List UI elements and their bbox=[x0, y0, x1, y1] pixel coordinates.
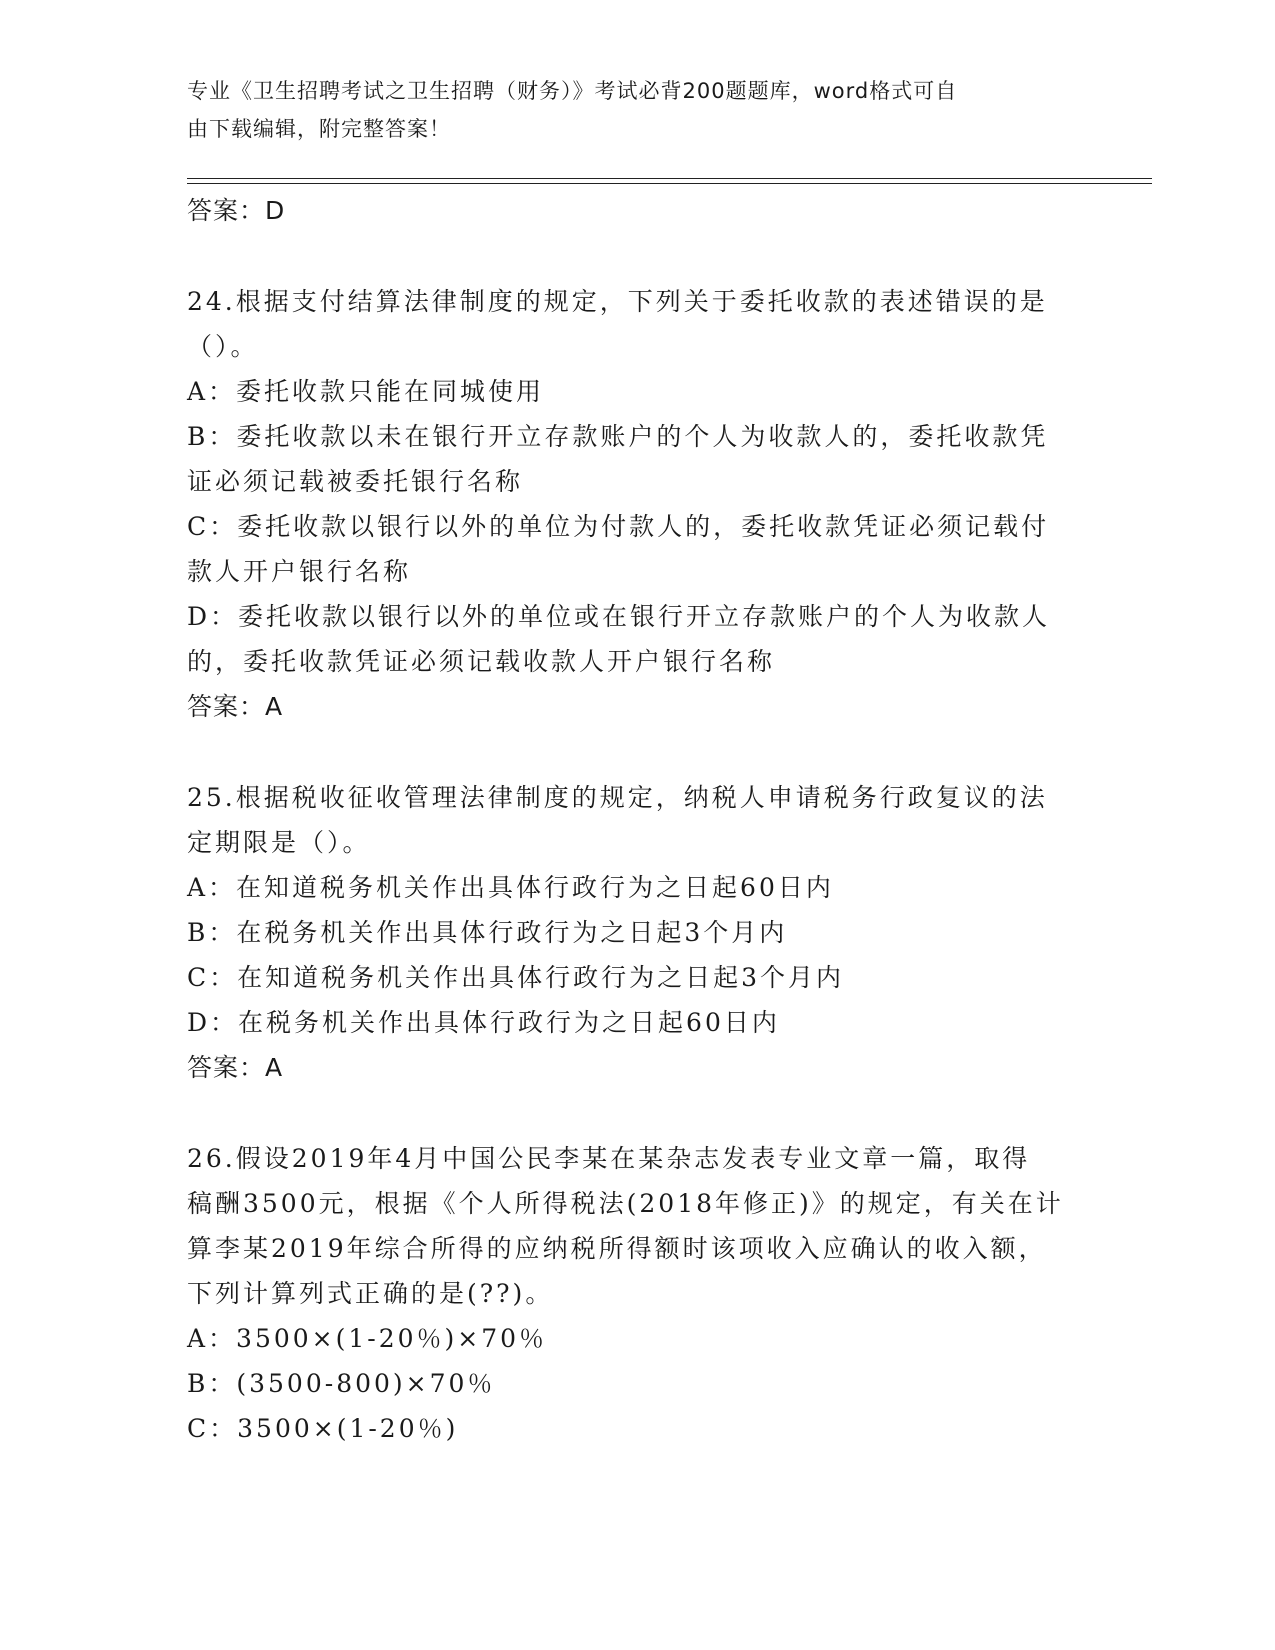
option-d: 的，委托收款凭证必须记载收款人开户银行名称 bbox=[187, 647, 776, 676]
document-header bbox=[187, 72, 1067, 148]
question-list bbox=[187, 188, 1087, 1451]
header-line-2: 由下载编辑，附完整答案！ bbox=[187, 117, 451, 141]
option-a: A：委托收款只能在同城使用 bbox=[187, 377, 545, 406]
header-line-1: 专业《卫生招聘考试之卫生招聘（财务）》考试必背200题题库，word格式可自 bbox=[187, 79, 958, 103]
option-d: D：委托收款以银行以外的单位或在银行开立存款账户的个人为收款人 bbox=[187, 602, 1051, 631]
option-b: B：在税务机关作出具体行政行为之日起3个月内 bbox=[187, 918, 788, 947]
question-24 bbox=[187, 279, 1087, 730]
option-c: C：委托收款以银行以外的单位为付款人的，委托收款凭证必须记载付 bbox=[187, 512, 1050, 541]
option-c: C：3500×(1-20％) bbox=[187, 1414, 459, 1443]
option-a: A：3500×(1-20％)×70％ bbox=[187, 1324, 548, 1353]
question-26 bbox=[187, 1136, 1087, 1451]
option-b: 证必须记载被委托银行名称 bbox=[187, 467, 524, 496]
spacer bbox=[187, 730, 1087, 775]
question-stem: （）。 bbox=[187, 332, 259, 361]
option-d: D：在税务机关作出具体行政行为之日起60日内 bbox=[187, 1008, 780, 1037]
spacer bbox=[187, 1091, 1087, 1136]
header-divider-thin bbox=[187, 183, 1152, 184]
option-b: B：(3500-800)×70％ bbox=[187, 1369, 496, 1398]
question-stem: 定期限是（）。 bbox=[187, 828, 371, 857]
question-stem: 26.假设2019年4月中国公民李某在某杂志发表专业文章一篇，取得 bbox=[187, 1144, 1031, 1173]
header-divider-thick bbox=[187, 178, 1152, 179]
question-25 bbox=[187, 775, 1087, 1091]
previous-answer: 答案：D bbox=[187, 196, 286, 225]
option-a: A：在知道税务机关作出具体行政行为之日起60日内 bbox=[187, 873, 834, 902]
question-stem: 25.根据税收征收管理法律制度的规定，纳税人申请税务行政复议的法 bbox=[187, 783, 1048, 812]
question-stem: 稿酬3500元，根据《个人所得税法(2018年修正)》的规定，有关在计 bbox=[187, 1189, 1064, 1218]
option-c: 款人开户银行名称 bbox=[187, 557, 412, 586]
answer-line: 答案：A bbox=[187, 692, 284, 721]
question-stem: 算李某2019年综合所得的应纳税所得额时该项收入应确认的收入额， bbox=[187, 1234, 1047, 1263]
question-stem: 下列计算列式正确的是(??)。 bbox=[187, 1279, 554, 1308]
option-c: C：在知道税务机关作出具体行政行为之日起3个月内 bbox=[187, 963, 845, 992]
option-b: B：委托收款以未在银行开立存款账户的个人为收款人的，委托收款凭 bbox=[187, 422, 1049, 451]
answer-line: 答案：A bbox=[187, 1053, 284, 1082]
question-stem: 24.根据支付结算法律制度的规定，下列关于委托收款的表述错误的是 bbox=[187, 287, 1048, 316]
spacer bbox=[187, 234, 1087, 279]
